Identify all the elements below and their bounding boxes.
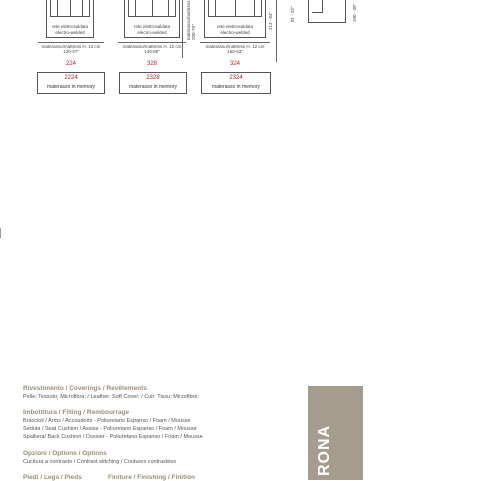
- net-label: rete elettrosaldata electro-welded: [133, 24, 171, 35]
- memory-box: [119, 72, 187, 94]
- memory-label: materasso in memory: [128, 84, 178, 90]
- memory-number: 2324: [229, 75, 243, 81]
- mattress-size-label: materasso/mattress H. 12 cm 160-63": [205, 44, 265, 54]
- spec-line: Cucitura a contrasto / Contrast stitching / Coutures contrastées: [23, 459, 177, 465]
- net-label: rete elettrosaldata electro-welded: [51, 24, 89, 35]
- spec-heading-coverings: Rivestimento / Coverings / Revêtements: [23, 385, 147, 392]
- dimension-line: [38, 42, 104, 43]
- vertical-dimension-line: [276, 0, 277, 62]
- net-label: rete elettrosaldata electro-welded: [216, 24, 254, 35]
- open-depth-label: 213 - 84": [268, 11, 273, 30]
- dimension-line: [200, 42, 270, 43]
- mattress-size-label: materasso/mattress H. 12 cm 120-47": [41, 44, 101, 54]
- model-code: 328: [146, 61, 157, 67]
- memory-label: materasso in memory: [46, 84, 96, 90]
- sofa-seat: [214, 0, 256, 17]
- side-view-seat: [312, 0, 323, 13]
- spec-heading-legs: Piedi / Legs / Pieds: [23, 474, 82, 481]
- memory-box: [37, 72, 105, 94]
- spec-heading-options: Opzioni / Options / Options: [23, 450, 107, 457]
- sofa-seat: [134, 0, 170, 17]
- spec-line: Pelle; Tessuto; Microfibra; / Leather; Soft Cover; / Cuir; Tissu; Microfibre;: [23, 394, 199, 400]
- spec-line: Spalliera/ Back Cushion / Dossier - Poliuretano Espanso / Foam / Mousse: [23, 434, 203, 440]
- brand-band: [308, 386, 363, 480]
- spec-heading-filling: Imbottitura / Filling / Rembourrage: [23, 409, 130, 416]
- memory-number: 2328: [146, 75, 160, 81]
- sofa-drawing-3: [204, 0, 266, 38]
- sofa-drawing-2: [124, 0, 180, 38]
- brand-name: RONA: [316, 424, 333, 476]
- page-edge-mark: [0, 228, 1, 238]
- model-code: 324: [229, 61, 240, 67]
- height-label: 81 - 32": [290, 6, 295, 22]
- spec-line: Seduta / Seat Cushion / Assise - Poliuretano Espanso / Foam / Mousse: [23, 426, 197, 432]
- mattress-length-label: materasso/mattress 200-79": [186, 0, 196, 40]
- mattress-size-label: materasso/mattress H. 12 cm 140-55": [122, 44, 182, 54]
- memory-label: materasso in memory: [211, 84, 261, 90]
- vertical-dimension-line: [182, 0, 183, 58]
- memory-number: 2224: [64, 75, 78, 81]
- spec-line: Braccioli / Arms / Accoudoirs - Poliuretano Espanso / Foam / Mousse: [23, 418, 191, 424]
- dimension-line: [118, 42, 186, 43]
- model-code: 224: [65, 61, 76, 67]
- memory-box: [201, 72, 271, 94]
- spec-heading-finishing: Finiture / Finishing / Finition: [108, 474, 196, 481]
- sofa-drawing-1: [46, 0, 94, 38]
- sofa-seat: [56, 0, 84, 17]
- depth-label: 100 - 39": [352, 3, 357, 22]
